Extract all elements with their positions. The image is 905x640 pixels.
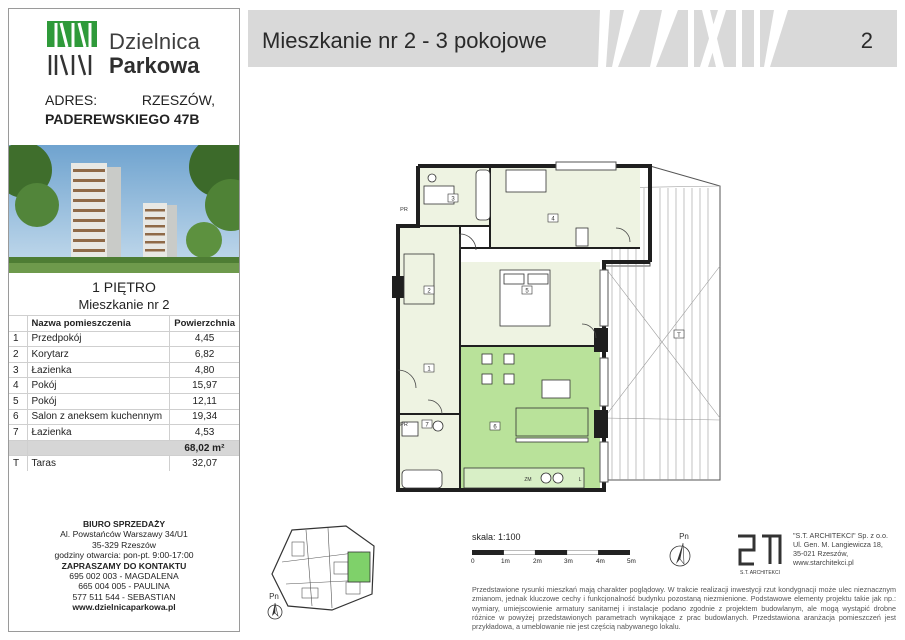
address-city: RZESZÓW, <box>141 92 215 108</box>
architect-logo-caption: S.T. ARCHITEKCI <box>739 570 781 576</box>
table-row <box>9 378 239 394</box>
contact-phone[interactable]: 695 002 003 - MAGDALENA <box>69 571 179 582</box>
closet-label: PR <box>400 207 408 213</box>
room-area: 4,45 <box>170 331 239 347</box>
architect-line: Ul. Gen. M. Langiewicza 18, <box>793 540 883 549</box>
room-no: 7 <box>9 425 27 441</box>
scale-graphic <box>472 550 630 555</box>
terrace-no: T <box>9 456 27 472</box>
header-area: Powierzchnia <box>170 316 239 332</box>
compass-icon <box>664 530 698 570</box>
room-label-3: 3 <box>451 196 455 203</box>
terrace-label: T <box>677 333 681 339</box>
website-link[interactable]: www.dzielnicaparkowa.pl <box>72 602 176 613</box>
room-area: 15,97 <box>170 378 239 394</box>
room-no: 1 <box>9 331 27 347</box>
compass-small-icon <box>262 590 288 622</box>
architect-website[interactable]: www.starchitekci.pl <box>793 558 854 567</box>
sales-city: 35-329 Rzeszów <box>91 539 156 550</box>
info-sidebar <box>8 8 240 632</box>
rooms-table <box>9 315 239 471</box>
room-area: 12,11 <box>170 393 239 409</box>
sales-heading: BIURO SPRZEDAŻY <box>82 519 166 529</box>
sales-street: Al. Powstańców Warszawy 34/U1 <box>60 529 188 540</box>
address-street: PADEREWSKIEGO 47B <box>45 111 200 127</box>
scale-tick: 5m <box>627 558 636 565</box>
page-header <box>248 10 897 67</box>
architect-logo <box>734 532 786 576</box>
terrace-row <box>9 456 239 472</box>
room-area: 4,53 <box>170 425 239 441</box>
compass-label: Pn <box>679 532 689 541</box>
room-label-5: 5 <box>525 288 529 295</box>
terrace-name: Taras <box>27 456 170 472</box>
room-no: 6 <box>9 409 27 425</box>
brand-name-line2: Parkowa <box>109 53 200 78</box>
scale-tick: 4m <box>596 558 605 565</box>
table-row <box>9 362 239 378</box>
room-name: Pokój <box>27 393 170 409</box>
apartment-label: Mieszkanie nr 2 <box>78 297 170 312</box>
table-row <box>9 409 239 425</box>
brand-logo <box>47 19 217 79</box>
contact-phone[interactable]: 577 511 544 - SEBASTIAN <box>72 591 176 602</box>
scale-tick: 1m <box>501 558 510 565</box>
room-name: Korytarz <box>27 347 170 363</box>
terrace-area: 32,07 <box>170 456 239 472</box>
address-block <box>45 91 215 129</box>
room-no: 2 <box>9 347 27 363</box>
room-name: Łazienka <box>27 425 170 441</box>
header-decoration <box>598 10 798 67</box>
room-label-7: 7 <box>425 422 429 429</box>
room-no: 3 <box>9 362 27 378</box>
room-label-6: 6 <box>493 424 497 431</box>
room-label-4: 4 <box>551 216 555 223</box>
header-no <box>9 316 27 332</box>
room-name: Przedpokój <box>27 331 170 347</box>
total-area: 68,02 m² <box>170 440 239 456</box>
brand-mark-icon <box>47 21 97 77</box>
room-area: 19,34 <box>170 409 239 425</box>
page-title: Mieszkanie nr 2 - 3 pokojowe <box>262 28 547 53</box>
floor-plan <box>380 158 740 498</box>
scale-tick: 3m <box>564 558 573 565</box>
scale-tick: 2m <box>533 558 542 565</box>
room-name: Salon z aneksem kuchennym <box>27 409 170 425</box>
architect-info <box>793 531 888 567</box>
contact-heading: ZAPRASZAMY DO KONTAKTU <box>61 560 187 571</box>
room-area: 4,80 <box>170 362 239 378</box>
floor-heading <box>9 279 239 313</box>
apartment-number: 2 <box>860 28 873 53</box>
room-no: 4 <box>9 378 27 394</box>
floor-label: 1 PIĘTRO <box>92 279 156 295</box>
scale-tick: 0 <box>471 558 475 565</box>
contact-phone[interactable]: 665 004 005 - PAULINA <box>78 581 170 592</box>
building-photo <box>9 145 239 273</box>
address-label: ADRES: <box>45 92 98 108</box>
room-name: Łazienka <box>27 362 170 378</box>
scale-label: skala: 1:100 <box>472 532 521 542</box>
table-row <box>9 331 239 347</box>
brand-name-line1: Dzielnica <box>109 29 201 54</box>
table-header-row <box>9 316 239 332</box>
table-row <box>9 393 239 409</box>
sales-hours: godziny otwarcia: pon-pt. 9:00-17:00 <box>54 550 194 561</box>
room-name: Pokój <box>27 378 170 394</box>
sales-office-block <box>9 519 239 613</box>
closet-label: PR <box>400 422 408 428</box>
appliance-label: ZM <box>524 477 532 483</box>
table-row <box>9 347 239 363</box>
room-area: 6,82 <box>170 347 239 363</box>
disclaimer-text: Przedstawione rysunki mieszkań mają charakter poglądowy. W trakcie realizacji inwestycji rzut kondygnacji może ulec nieznacznym zmianom, jednak kluczowe cechy i funkcjonalność budynku pozostaną niezmienione. Podstawowe elementy projektu takie jak np.: wymiary, umiejscowienie armatury sanitarnej i instalacje podano zgodnie z projektem budowlanym, ale mogą wystąpić drobne różnice w powyżej przedstawionych parametrach wynikające z prac budowlanych. Przedstawiona aranżacja pomieszczeń jest przykładowa, a umeblowanie nie jest częścią nabywanego lokalu. <box>472 585 896 632</box>
header-room-name: Nazwa pomieszczenia <box>27 316 170 332</box>
compass-label: Pn <box>269 592 279 601</box>
room-label-2: 2 <box>427 288 431 295</box>
room-no: 5 <box>9 393 27 409</box>
scale-bar <box>472 532 642 572</box>
table-row <box>9 425 239 441</box>
architect-line: 35-021 Rzeszów, <box>793 549 849 558</box>
total-row <box>9 440 239 456</box>
architect-line: "S.T. ARCHITEKCI" Sp. z o.o. <box>793 531 888 540</box>
room-label-1: 1 <box>427 366 431 373</box>
appliance-label: L <box>578 477 582 483</box>
